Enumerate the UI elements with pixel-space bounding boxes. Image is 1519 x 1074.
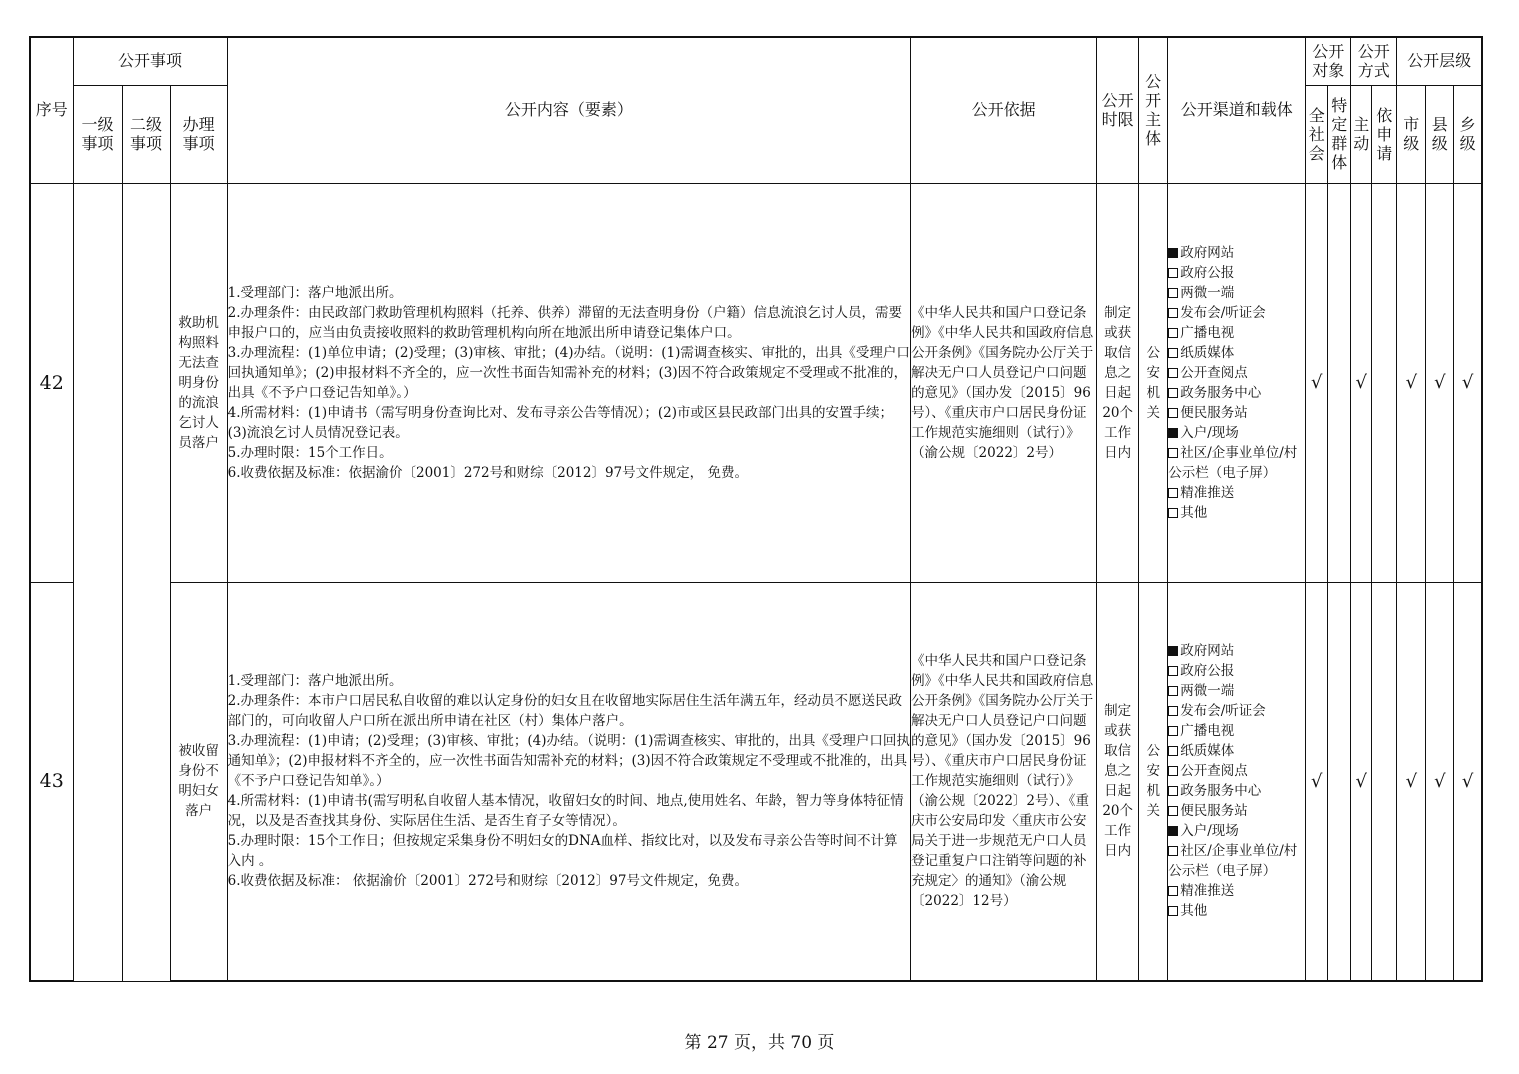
checkbox-empty-icon [1168, 388, 1178, 398]
channel-option-label: 两微一端 [1180, 683, 1235, 700]
header-level1-text: 一级事项 [81, 115, 114, 153]
row-level1-cell [73, 183, 122, 981]
channel-option [1168, 701, 1305, 721]
channel-option [1168, 781, 1305, 801]
channel-option-label: 纸质媒体 [1180, 344, 1235, 361]
content-line: 5.办理时限：15个工作日；但按规定采集身份不明妇女的DNA血样、指纹比对，以及发布寻亲公告等时间不计算入内 。 [227, 833, 898, 870]
channel-option-label: 其他 [1180, 903, 1208, 920]
channel-option-label: 两微一端 [1180, 284, 1235, 301]
header-time-limit-text: 公开时限 [1101, 91, 1134, 130]
content-line: 2.办理条件：由民政部门救助管理机构照料（托养、供养）滞留的无法查明身份（户籍）信息流浪乞讨人员，需要申报户口的，应当由负责接收照料的救助管理机构向所在地派出所申请登记集体户口。 [227, 304, 902, 341]
channel-option [1168, 641, 1305, 661]
channel-option-label: 发布会/听证会 [1180, 304, 1266, 321]
row-content [227, 183, 910, 582]
table-row [30, 183, 1482, 582]
header-mode-active-text: 主动 [1353, 115, 1370, 153]
channel-option [1168, 741, 1305, 761]
mark-city: √ [1397, 582, 1426, 981]
header-level2-text: 二级事项 [130, 115, 163, 153]
header-mode-text: 公开方式 [1357, 42, 1390, 81]
channel-option [1168, 901, 1305, 921]
row-time-limit-text: 制定或获取信息之日起20个工作日内 [1102, 304, 1134, 461]
header-target-text: 公开对象 [1312, 42, 1345, 81]
channel-option-label: 广播电视 [1180, 324, 1235, 341]
header-target [1306, 37, 1351, 85]
checkbox-empty-icon [1168, 666, 1178, 676]
channel-option [1168, 263, 1305, 283]
header-level-town [1454, 85, 1482, 183]
channel-option-label: 广播电视 [1180, 723, 1235, 740]
header-handle-text: 办理事项 [182, 115, 215, 153]
channel-option [1168, 821, 1305, 841]
channel-option-label: 入户/现场 [1180, 424, 1239, 441]
header-level-county [1426, 85, 1454, 183]
channel-option [1168, 343, 1305, 363]
checkbox-empty-icon [1168, 488, 1178, 498]
header-level-city-text: 市级 [1403, 115, 1420, 153]
channel-option-label: 政府公报 [1180, 663, 1235, 680]
checkbox-empty-icon [1168, 328, 1178, 338]
checkbox-checked-icon [1168, 646, 1178, 656]
page-footer: 第 27 页，共 70 页 [684, 1033, 835, 1053]
channel-option-label: 政府网站 [1180, 643, 1235, 660]
mark-all: √ [1306, 183, 1328, 582]
mark-specific [1328, 582, 1351, 981]
channel-option [1168, 841, 1305, 881]
checkbox-checked-icon [1168, 826, 1178, 836]
mark-town: √ [1454, 183, 1482, 582]
channel-option [1168, 243, 1305, 263]
content-line: 1.受理部门：落户地派出所。 [227, 284, 403, 301]
checkbox-empty-icon [1168, 686, 1178, 696]
header-mode [1351, 37, 1397, 85]
header-level-town-text: 乡级 [1459, 115, 1476, 153]
checkbox-empty-icon [1168, 448, 1178, 458]
channel-option [1168, 403, 1305, 423]
header-level-city [1397, 85, 1426, 183]
channel-option-label: 纸质媒体 [1180, 743, 1235, 760]
row-time-limit [1097, 582, 1139, 981]
content-line: 3.办理流程：(1)申请；(2)受理；(3)审核、审批；(4)办结。（说明：(1)需调查核实、审批的，出具《受理户口回执通知单》；(2)申报材料不齐全的，应一次性书面告知需补充的材料；(3)因不符合政策规定不受理或不批准的，出具《不予户口登记告知单》。） [227, 733, 910, 790]
channel-option-label: 政府网站 [1180, 244, 1235, 261]
row-subject-text: 公安机关 [1146, 743, 1160, 820]
checkbox-empty-icon [1168, 746, 1178, 756]
checkbox-empty-icon [1168, 288, 1178, 298]
channel-option [1168, 681, 1305, 701]
channel-option-label: 其他 [1180, 504, 1208, 521]
content-line: 5.办理时限：15个工作日。 [227, 444, 393, 461]
channel-option [1168, 483, 1305, 503]
row-handle [170, 582, 227, 981]
channel-option-label: 政务服务中心 [1180, 384, 1262, 401]
mark-active: √ [1351, 582, 1372, 981]
header-mode-apply-text: 依申请 [1376, 105, 1393, 163]
disclosure-table [29, 36, 1483, 982]
channel-option [1168, 503, 1305, 523]
checkbox-empty-icon [1168, 268, 1178, 278]
checkbox-empty-icon [1168, 726, 1178, 736]
channel-option [1168, 661, 1305, 681]
row-basis: 《中华人民共和国户口登记条例》《中华人民共和国政府信息公开条例》《国务院办公厅关于解决无户口人员登记户口问题的意见》（国办发〔2015〕96号）、《重庆市户口居民身份证工作规范实施细则（试行）》（渝公规〔2022〕2号） [911, 183, 1097, 582]
checkbox-empty-icon [1168, 348, 1178, 358]
header-target-all-text: 全社会 [1308, 105, 1325, 163]
row-seq: 43 [30, 582, 73, 981]
header-target-specific-text: 特定群体 [1331, 96, 1348, 172]
channel-option-label: 便民服务站 [1180, 803, 1248, 820]
header-mode-active [1351, 85, 1372, 183]
mark-county: √ [1426, 183, 1454, 582]
row-basis: 《中华人民共和国户口登记条例》《中华人民共和国政府信息公开条例》《国务院办公厅关于解决无户口人员登记户口问题的意见》（国办发〔2015〕96号）、《重庆市户口居民身份证工作规范实施细则（试行）》（渝公规〔2022〕2号）、《重庆市公安局印发〈重庆市公安局关于进一步规范无户口人员登记重复户口注销等问题的补充规定〉的通知》（渝公规〔2022〕12号） [911, 582, 1097, 981]
checkbox-checked-icon [1168, 428, 1178, 438]
row-handle [170, 183, 227, 582]
header-target-specific [1328, 85, 1351, 183]
content-line: 6.收费依据及标准：依据渝价〔2001〕272号和财综〔2012〕97号文件规定， 免费。 [227, 464, 748, 481]
header-seq: 序号 [30, 37, 73, 183]
content-line: 6.收费依据及标准： 依据渝价〔2001〕272号和财综〔2012〕97号文件规定，免费。 [227, 873, 748, 890]
mark-city: √ [1397, 183, 1426, 582]
row-level2-cell [122, 183, 170, 981]
channel-option-label: 公开查阅点 [1180, 763, 1248, 780]
content-line: 4.所需材料：(1)申请书（需写明身份查询比对、发布寻亲公告等情况）；(2)市或区县民政部门出具的安置手续；(3)流浪乞讨人员情况登记表。 [227, 404, 893, 441]
content-line: 4.所需材料：(1)申请书(需写明私自收留人基本情况，收留妇女的时间、地点,使用姓名、年龄，智力等身体特征情况，以及是否查找其身份、实际居住生活、是否生育子女等情况）。 [227, 793, 904, 830]
mark-active: √ [1351, 183, 1372, 582]
checkbox-empty-icon [1168, 368, 1178, 378]
mark-apply [1372, 183, 1397, 582]
row-time-limit-text: 制定或获取信息之日起20个工作日内 [1102, 703, 1134, 860]
header-target-all [1306, 85, 1328, 183]
mark-county: √ [1426, 582, 1454, 981]
document-page [29, 36, 1483, 980]
header-content: 公开内容（要素） [227, 37, 910, 183]
channel-option-label: 政府公报 [1180, 264, 1235, 281]
header-subject [1139, 37, 1168, 183]
channel-option-label: 政务服务中心 [1180, 783, 1262, 800]
channel-option [1168, 423, 1305, 443]
channel-option [1168, 801, 1305, 821]
content-line: 2.办理条件：本市户口居民私自收留的难以认定身份的妇女且在收留地实际居住生活年满五年，经动员不愿送民政部门的，可向收留人户口所在派出所申请在社区（村）集体户落户。 [227, 693, 902, 730]
row-time-limit [1097, 183, 1139, 582]
mark-specific [1328, 183, 1351, 582]
mark-town: √ [1454, 582, 1482, 981]
row-handle-text: 被收留身份不明妇女落户 [178, 743, 219, 820]
channel-option-label: 社区/企事业单位/村公示栏（电子屏） [1168, 444, 1298, 481]
channel-option-label: 社区/企事业单位/村公示栏（电子屏） [1168, 843, 1298, 880]
checkbox-empty-icon [1168, 508, 1178, 518]
row-channels [1168, 582, 1306, 981]
checkbox-empty-icon [1168, 706, 1178, 716]
channel-option-label: 精准推送 [1180, 484, 1235, 501]
channel-option [1168, 721, 1305, 741]
checkbox-empty-icon [1168, 408, 1178, 418]
row-subject [1139, 582, 1168, 981]
row-subject-text: 公安机关 [1146, 344, 1160, 421]
channel-option [1168, 881, 1305, 901]
row-seq: 42 [30, 183, 73, 582]
checkbox-empty-icon [1168, 766, 1178, 776]
checkbox-empty-icon [1168, 806, 1178, 816]
channel-option [1168, 283, 1305, 303]
header-mode-apply [1372, 85, 1397, 183]
mark-apply [1372, 582, 1397, 981]
channel-option-label: 公开查阅点 [1180, 364, 1248, 381]
checkbox-checked-icon [1168, 248, 1178, 258]
header-level: 公开层级 [1397, 37, 1482, 85]
header-channel: 公开渠道和载体 [1168, 37, 1306, 183]
checkbox-empty-icon [1168, 906, 1178, 916]
row-handle-text: 救助机构照料无法查明身份的流浪乞讨人员落户 [178, 314, 219, 451]
channel-option-label: 便民服务站 [1180, 404, 1248, 421]
channel-option [1168, 303, 1305, 323]
header-handle [170, 85, 227, 183]
channel-option-label: 发布会/听证会 [1180, 703, 1266, 720]
header-level1 [73, 85, 122, 183]
header-subject-text: 公开主体 [1145, 72, 1162, 149]
row-subject [1139, 183, 1168, 582]
channel-option [1168, 443, 1305, 483]
row-content [227, 582, 910, 981]
channel-option-label: 精准推送 [1180, 883, 1235, 900]
header-basis: 公开依据 [911, 37, 1097, 183]
content-line: 1.受理部门：落户地派出所。 [227, 673, 403, 690]
channel-option [1168, 323, 1305, 343]
checkbox-empty-icon [1168, 308, 1178, 318]
row-channels [1168, 183, 1306, 582]
checkbox-empty-icon [1168, 846, 1178, 856]
header-public-items: 公开事项 [73, 37, 227, 85]
content-line: 3.办理流程：(1)单位申请；(2)受理；(3)审核、审批；(4)办结。（说明：(1)需调查核实、审批的，出具《受理户口回执通知单》；(2)申报材料不齐全的，应一次性书面告知需补充的材料；(3)因不符合政策规定不受理或不批准的，出具《不予户口登记告知单》。） [227, 344, 910, 401]
channel-option [1168, 363, 1305, 383]
channel-option-label: 入户/现场 [1180, 823, 1239, 840]
channel-option [1168, 383, 1305, 403]
header-level-county-text: 县级 [1431, 115, 1448, 153]
header-level2 [122, 85, 170, 183]
mark-all: √ [1306, 582, 1328, 981]
header-time-limit [1097, 37, 1139, 183]
channel-option [1168, 761, 1305, 781]
table-row [30, 582, 1482, 981]
checkbox-empty-icon [1168, 886, 1178, 896]
checkbox-empty-icon [1168, 786, 1178, 796]
